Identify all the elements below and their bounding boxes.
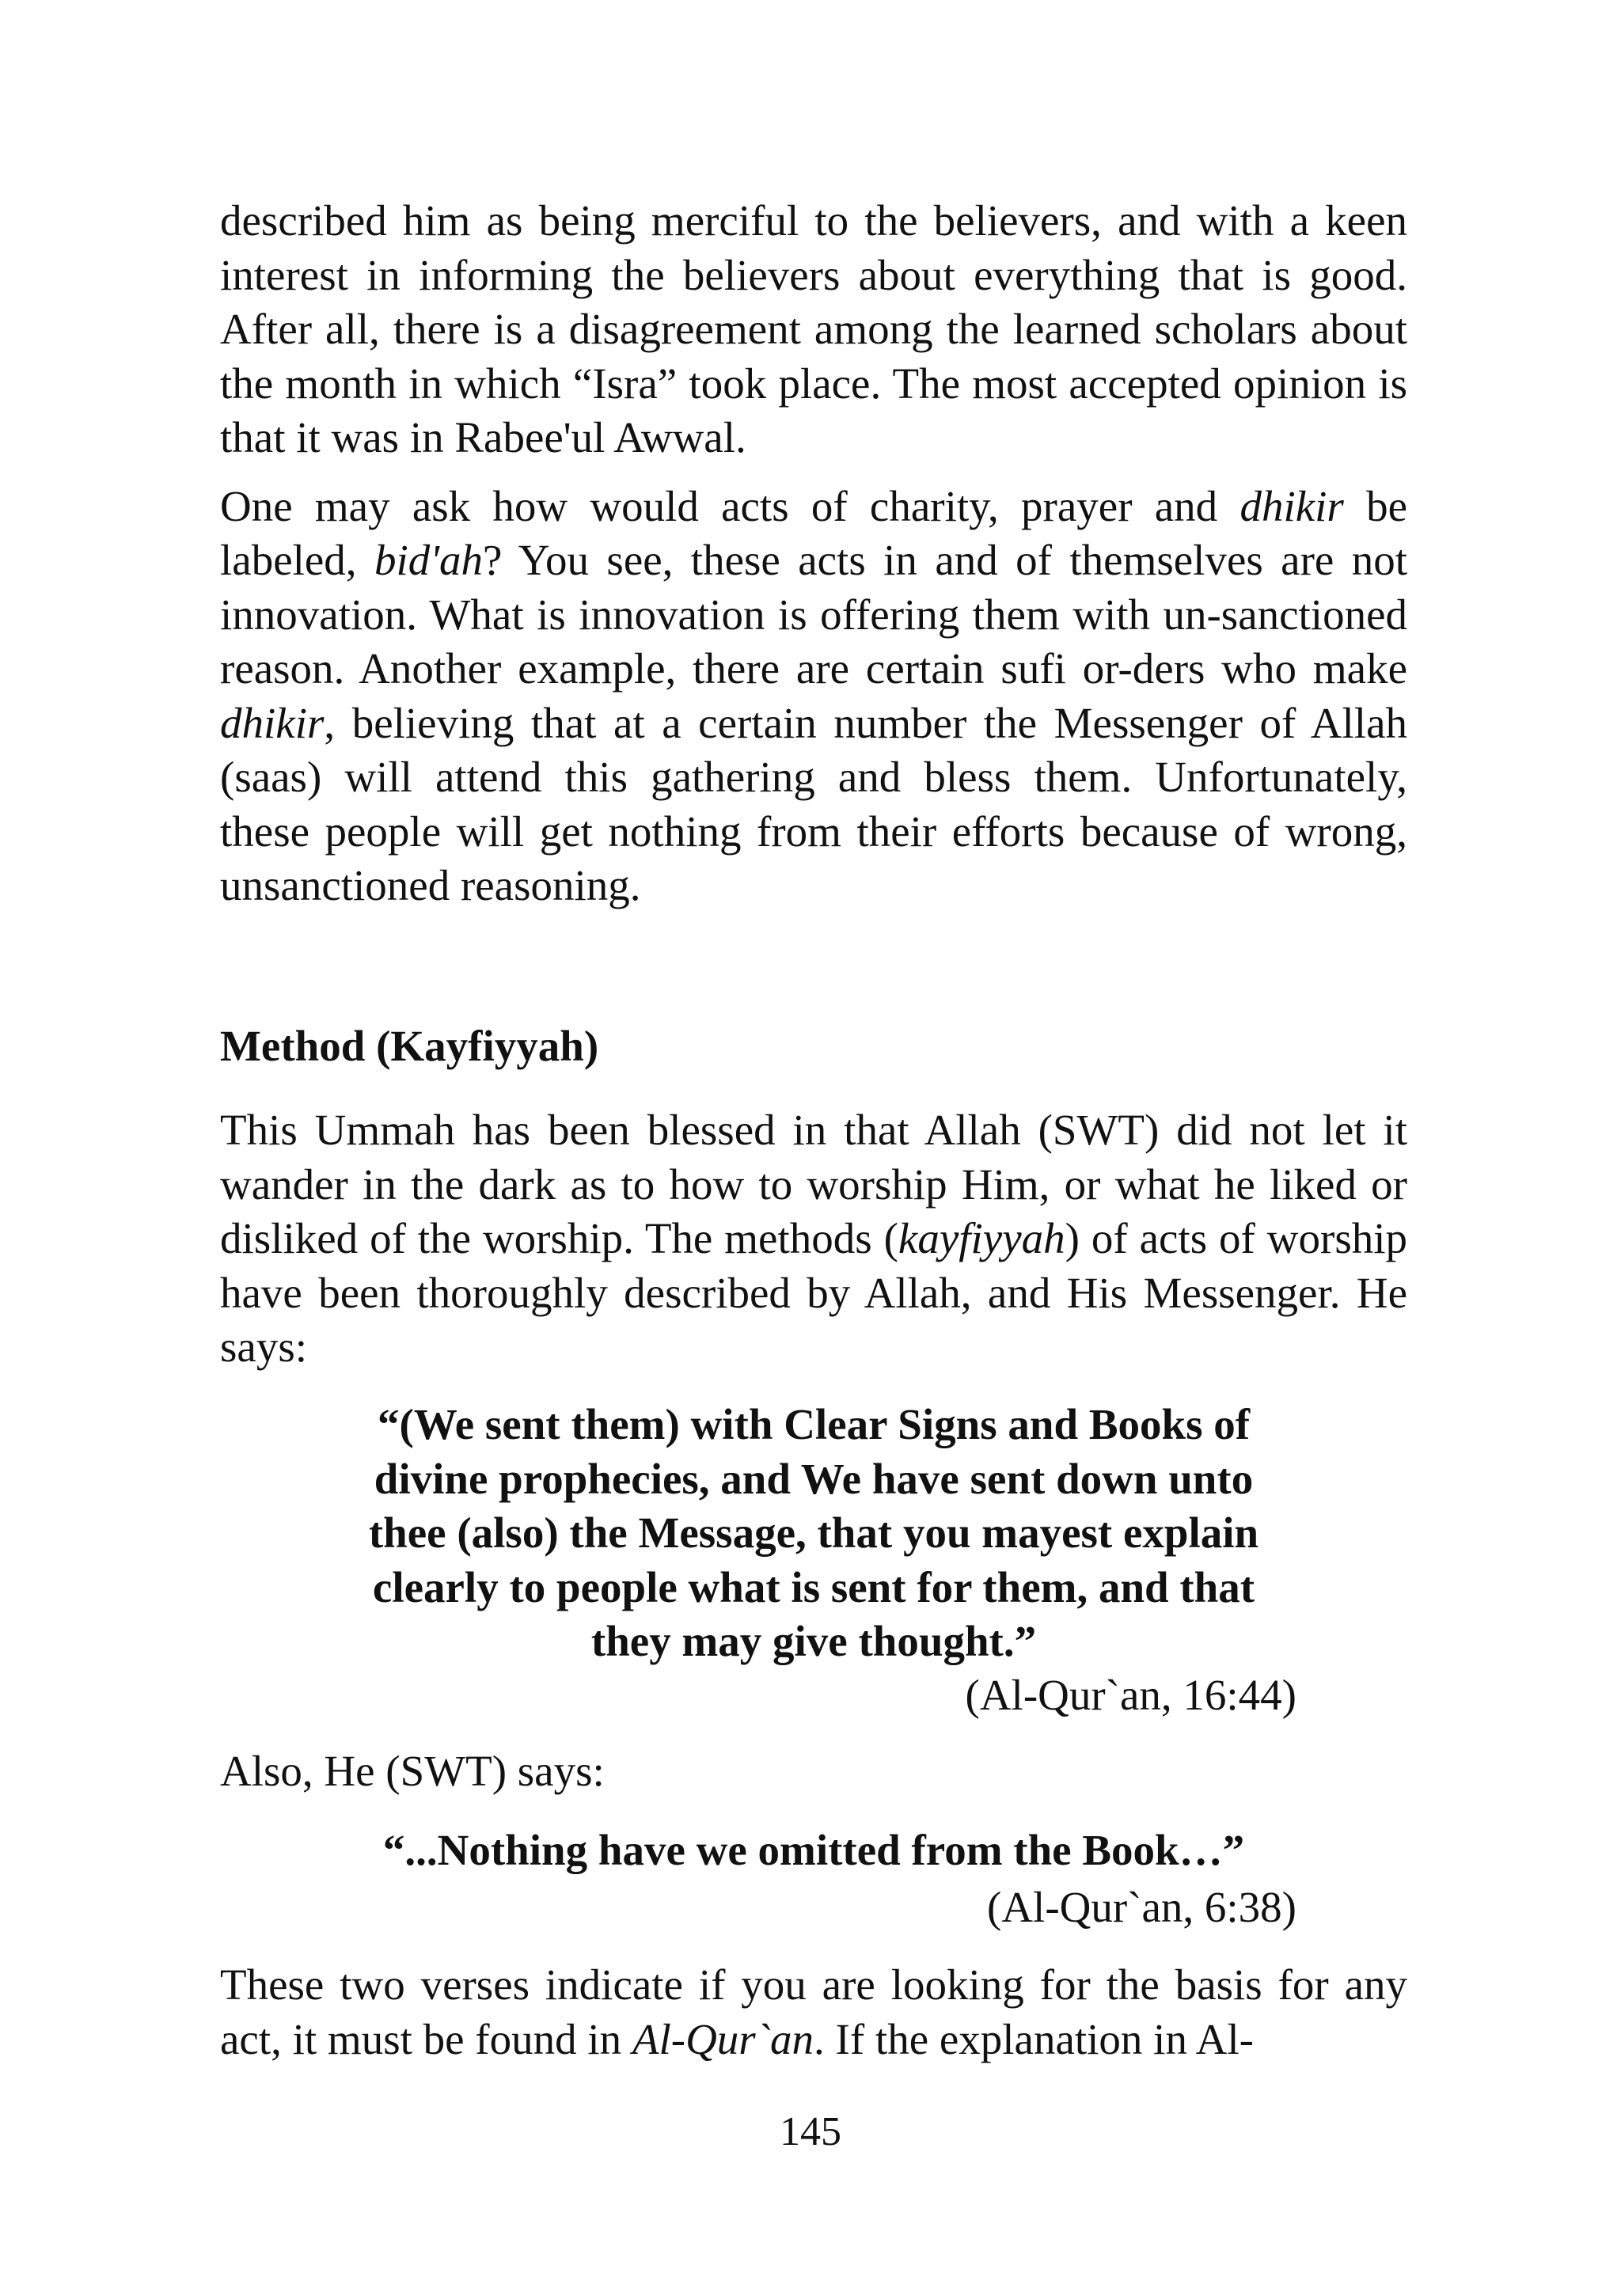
quote-1-line-3: thee (also) the Message, that you mayest explain [368, 1509, 1259, 1557]
paragraph-2-italic-2: bid'ah [374, 536, 484, 584]
page-number: 145 [780, 2109, 841, 2154]
paragraph-2-italic-3: dhikir [220, 698, 325, 747]
quote-1-citation: (Al-Qur`an, 16:44) [965, 1671, 1296, 1719]
quote-1-line-2: divine prophecies, and We have sent down unto [374, 1454, 1254, 1503]
quran-quote-2: “...Nothing have we omitted from the Book…” [382, 1826, 1245, 1874]
paragraph-2-text-4: , believing that at a certain number the Messenger of Allah (saas) will attend this gathering and bless them. Unfortunately, these people will get nothing from their efforts because of wrong, unsanctioned reasoning. [220, 698, 1407, 909]
lead-in-text: Also, He (SWT) says: [220, 1747, 605, 1795]
section-heading: Method (Kayfiyyah) [220, 1022, 599, 1070]
paragraph-4 [220, 1958, 1407, 2066]
body-section-bottom [220, 1958, 1407, 2066]
paragraph-2-text-2: be labeled, [220, 481, 1407, 584]
paragraph-2-italic-1: dhikir [1239, 481, 1344, 530]
paragraph-2 [220, 480, 1407, 913]
paragraph-2-text-1: One may ask how would acts of charity, prayer and [220, 481, 1240, 530]
quote-1-line-5: they may give thought.” [590, 1617, 1037, 1665]
quote-2-citation: (Al-Qur`an, 6:38) [987, 1883, 1296, 1931]
paragraph-3-text-2: ) of acts of worship have been thoroughly described by Allah, and His Messenger. He says: [220, 1214, 1407, 1371]
paragraph-3-italic-1: kayfiyyah [898, 1214, 1065, 1262]
paragraph-3-text-1: This Ummah has been blessed in that Allah (SWT) did not let it wander in the dark as to how to worship Him, or what he liked or disliked of the worship. The methods ( [220, 1106, 1407, 1262]
paragraph-2-text-3: ? You see, these acts in and of themselves are not innovation. What is innovation is offering them with un-sanctioned reason. Another example, there are certain sufi or-ders who make [220, 536, 1408, 693]
quote-1-line-4: clearly to people what is sent for them, and that [372, 1562, 1255, 1611]
body-section-method [220, 1103, 1407, 1375]
quran-quote-1 [323, 1398, 1304, 1669]
paragraph-4-text-2: . If the explanation in Al- [814, 2014, 1254, 2063]
quote-1-line-1: “(We sent them) with Clear Signs and Books of [377, 1400, 1251, 1448]
paragraph-1: described him as being merciful to the believers, and with a keen interest in informing the believers about everything that is good. After all, there is a disagreement among the learned scholars about the month in which “Isra” took place. The most accepted opinion is that it was in Rabee'ul Awwal. [220, 196, 1407, 461]
body-section-top [220, 194, 1407, 913]
paragraph-4-text-1: These two verses indicate if you are looking for the basis for any act, it must be found in [220, 1960, 1407, 2063]
paragraph-3 [220, 1103, 1407, 1375]
paragraph-4-italic-1: Al-Qur`an [632, 2014, 814, 2063]
